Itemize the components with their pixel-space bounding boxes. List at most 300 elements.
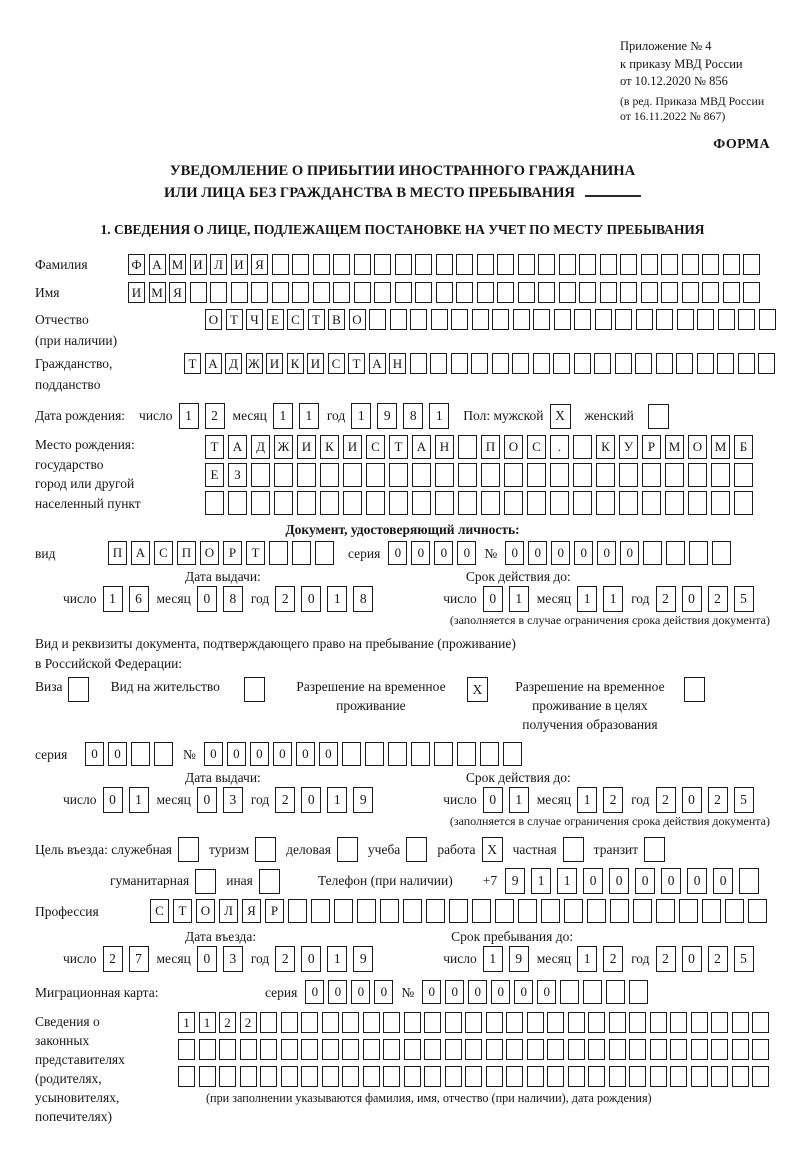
char-cell[interactable] bbox=[636, 309, 653, 330]
char-cell[interactable]: М bbox=[169, 254, 186, 275]
char-cell[interactable] bbox=[424, 1039, 441, 1060]
char-cell[interactable]: О bbox=[196, 899, 215, 923]
char-cell[interactable] bbox=[527, 1012, 544, 1033]
char-cell[interactable]: 0 bbox=[514, 980, 533, 1004]
char-cell[interactable] bbox=[260, 1012, 277, 1033]
char-cell[interactable] bbox=[541, 899, 560, 923]
char-cell[interactable]: 0 bbox=[483, 787, 503, 813]
char-cell[interactable]: 0 bbox=[635, 868, 655, 894]
char-cell[interactable] bbox=[643, 541, 662, 565]
char-cell[interactable] bbox=[682, 282, 699, 303]
char-cell[interactable]: 5 bbox=[734, 946, 754, 972]
char-cell[interactable] bbox=[445, 1066, 462, 1087]
char-cell[interactable] bbox=[723, 254, 740, 275]
char-cell[interactable]: 2 bbox=[603, 946, 623, 972]
char-cell[interactable] bbox=[600, 254, 617, 275]
purpose-humanitarian-checkbox[interactable] bbox=[195, 869, 216, 894]
char-cell[interactable]: 0 bbox=[250, 742, 269, 766]
char-cell[interactable] bbox=[732, 1039, 749, 1060]
char-cell[interactable] bbox=[688, 463, 707, 487]
char-cell[interactable] bbox=[492, 353, 509, 374]
char-cell[interactable] bbox=[342, 1012, 359, 1033]
char-cell[interactable] bbox=[412, 463, 431, 487]
char-cell[interactable]: П bbox=[177, 541, 196, 565]
char-cell[interactable] bbox=[436, 282, 453, 303]
char-cell[interactable] bbox=[594, 353, 611, 374]
char-cell[interactable]: 5 bbox=[734, 787, 754, 813]
char-cell[interactable] bbox=[260, 1039, 277, 1060]
char-cell[interactable]: 0 bbox=[374, 980, 393, 1004]
char-cell[interactable]: 0 bbox=[551, 541, 570, 565]
char-cell[interactable]: 0 bbox=[328, 980, 347, 1004]
char-cell[interactable] bbox=[292, 282, 309, 303]
char-cell[interactable] bbox=[656, 899, 675, 923]
char-cell[interactable]: Т bbox=[184, 353, 201, 374]
char-cell[interactable] bbox=[547, 1066, 564, 1087]
char-cell[interactable] bbox=[288, 899, 307, 923]
char-cell[interactable]: 0 bbox=[197, 946, 217, 972]
char-cell[interactable]: 8 bbox=[223, 586, 243, 612]
char-cell[interactable] bbox=[752, 1066, 769, 1087]
char-cell[interactable] bbox=[665, 491, 684, 515]
char-cell[interactable] bbox=[322, 1012, 339, 1033]
char-cell[interactable]: И bbox=[297, 435, 316, 459]
char-cell[interactable]: 2 bbox=[603, 787, 623, 813]
char-cell[interactable] bbox=[435, 491, 454, 515]
char-cell[interactable] bbox=[559, 282, 576, 303]
char-cell[interactable]: И bbox=[266, 353, 283, 374]
char-cell[interactable] bbox=[445, 1012, 462, 1033]
char-cell[interactable] bbox=[434, 742, 453, 766]
char-cell[interactable]: 8 bbox=[353, 586, 373, 612]
char-cell[interactable] bbox=[472, 899, 491, 923]
char-cell[interactable] bbox=[486, 1012, 503, 1033]
char-cell[interactable]: А bbox=[228, 435, 247, 459]
char-cell[interactable] bbox=[677, 309, 694, 330]
char-cell[interactable] bbox=[424, 1012, 441, 1033]
char-cell[interactable] bbox=[436, 254, 453, 275]
char-cell[interactable] bbox=[272, 282, 289, 303]
char-cell[interactable] bbox=[506, 1066, 523, 1087]
char-cell[interactable] bbox=[415, 282, 432, 303]
char-cell[interactable] bbox=[702, 899, 721, 923]
char-cell[interactable] bbox=[560, 980, 579, 1004]
char-cell[interactable]: 0 bbox=[411, 541, 430, 565]
char-cell[interactable] bbox=[410, 309, 427, 330]
char-cell[interactable] bbox=[477, 282, 494, 303]
char-cell[interactable]: Н bbox=[435, 435, 454, 459]
char-cell[interactable] bbox=[281, 1012, 298, 1033]
char-cell[interactable]: О bbox=[200, 541, 219, 565]
char-cell[interactable] bbox=[676, 353, 693, 374]
char-cell[interactable]: 0 bbox=[103, 787, 123, 813]
char-cell[interactable] bbox=[311, 899, 330, 923]
char-cell[interactable] bbox=[486, 1039, 503, 1060]
char-cell[interactable] bbox=[587, 899, 606, 923]
char-cell[interactable]: 1 bbox=[603, 586, 623, 612]
char-cell[interactable] bbox=[411, 742, 430, 766]
char-cell[interactable] bbox=[691, 1012, 708, 1033]
char-cell[interactable]: Я bbox=[251, 254, 268, 275]
char-cell[interactable] bbox=[292, 254, 309, 275]
purpose-tourism-checkbox[interactable] bbox=[255, 837, 276, 862]
char-cell[interactable]: 0 bbox=[204, 742, 223, 766]
char-cell[interactable] bbox=[656, 353, 673, 374]
char-cell[interactable]: 0 bbox=[301, 586, 321, 612]
char-cell[interactable]: 0 bbox=[422, 980, 441, 1004]
char-cell[interactable] bbox=[410, 353, 427, 374]
char-cell[interactable] bbox=[503, 742, 522, 766]
char-cell[interactable] bbox=[739, 868, 759, 894]
char-cell[interactable]: И bbox=[190, 254, 207, 275]
char-cell[interactable]: Ж bbox=[246, 353, 263, 374]
char-cell[interactable] bbox=[301, 1012, 318, 1033]
char-cell[interactable]: 1 bbox=[351, 403, 371, 429]
char-cell[interactable]: Т bbox=[226, 309, 243, 330]
char-cell[interactable] bbox=[363, 1066, 380, 1087]
char-cell[interactable]: Я bbox=[242, 899, 261, 923]
char-cell[interactable] bbox=[734, 491, 753, 515]
char-cell[interactable]: Т bbox=[173, 899, 192, 923]
char-cell[interactable]: 0 bbox=[197, 586, 217, 612]
option-temp-residence-education-checkbox[interactable] bbox=[684, 677, 705, 702]
char-cell[interactable] bbox=[301, 1039, 318, 1060]
char-cell[interactable] bbox=[412, 491, 431, 515]
purpose-transit-checkbox[interactable] bbox=[644, 837, 665, 862]
char-cell[interactable]: 1 bbox=[129, 787, 149, 813]
char-cell[interactable] bbox=[458, 463, 477, 487]
char-cell[interactable]: 0 bbox=[687, 868, 707, 894]
char-cell[interactable] bbox=[547, 1012, 564, 1033]
char-cell[interactable] bbox=[366, 463, 385, 487]
char-cell[interactable] bbox=[670, 1012, 687, 1033]
char-cell[interactable] bbox=[527, 491, 546, 515]
char-cell[interactable] bbox=[363, 1012, 380, 1033]
char-cell[interactable] bbox=[609, 1066, 626, 1087]
char-cell[interactable]: 9 bbox=[509, 946, 529, 972]
char-cell[interactable] bbox=[435, 463, 454, 487]
char-cell[interactable] bbox=[458, 435, 477, 459]
char-cell[interactable]: 0 bbox=[108, 742, 127, 766]
char-cell[interactable]: 2 bbox=[275, 946, 295, 972]
char-cell[interactable] bbox=[395, 254, 412, 275]
char-cell[interactable] bbox=[752, 1012, 769, 1033]
char-cell[interactable] bbox=[564, 899, 583, 923]
char-cell[interactable]: Т bbox=[246, 541, 265, 565]
char-cell[interactable] bbox=[456, 254, 473, 275]
char-cell[interactable] bbox=[492, 309, 509, 330]
purpose-private-checkbox[interactable] bbox=[563, 837, 584, 862]
char-cell[interactable] bbox=[131, 742, 150, 766]
char-cell[interactable]: 9 bbox=[505, 868, 525, 894]
char-cell[interactable] bbox=[506, 1039, 523, 1060]
char-cell[interactable]: О bbox=[349, 309, 366, 330]
char-cell[interactable]: 5 bbox=[734, 586, 754, 612]
char-cell[interactable] bbox=[395, 282, 412, 303]
char-cell[interactable] bbox=[718, 309, 735, 330]
char-cell[interactable]: З bbox=[228, 463, 247, 487]
char-cell[interactable] bbox=[465, 1039, 482, 1060]
char-cell[interactable] bbox=[380, 899, 399, 923]
purpose-study-checkbox[interactable] bbox=[406, 837, 427, 862]
char-cell[interactable]: 1 bbox=[577, 787, 597, 813]
char-cell[interactable]: 6 bbox=[129, 586, 149, 612]
char-cell[interactable] bbox=[579, 254, 596, 275]
char-cell[interactable] bbox=[712, 541, 731, 565]
char-cell[interactable] bbox=[477, 254, 494, 275]
char-cell[interactable] bbox=[404, 1066, 421, 1087]
char-cell[interactable]: И bbox=[231, 254, 248, 275]
char-cell[interactable] bbox=[738, 309, 755, 330]
char-cell[interactable] bbox=[717, 353, 734, 374]
char-cell[interactable] bbox=[595, 309, 612, 330]
char-cell[interactable] bbox=[512, 353, 529, 374]
char-cell[interactable] bbox=[458, 491, 477, 515]
purpose-business-checkbox[interactable] bbox=[337, 837, 358, 862]
char-cell[interactable]: 0 bbox=[319, 742, 338, 766]
char-cell[interactable] bbox=[449, 899, 468, 923]
char-cell[interactable]: 2 bbox=[240, 1012, 257, 1033]
char-cell[interactable] bbox=[568, 1039, 585, 1060]
char-cell[interactable] bbox=[679, 899, 698, 923]
char-cell[interactable] bbox=[404, 1039, 421, 1060]
char-cell[interactable] bbox=[629, 1012, 646, 1033]
char-cell[interactable] bbox=[579, 282, 596, 303]
char-cell[interactable]: Ч bbox=[246, 309, 263, 330]
char-cell[interactable]: Р bbox=[642, 435, 661, 459]
char-cell[interactable] bbox=[711, 1066, 728, 1087]
char-cell[interactable] bbox=[635, 353, 652, 374]
char-cell[interactable] bbox=[472, 309, 489, 330]
char-cell[interactable] bbox=[538, 254, 555, 275]
char-cell[interactable] bbox=[610, 899, 629, 923]
char-cell[interactable] bbox=[486, 1066, 503, 1087]
char-cell[interactable]: 0 bbox=[661, 868, 681, 894]
char-cell[interactable] bbox=[588, 1066, 605, 1087]
char-cell[interactable]: И bbox=[128, 282, 145, 303]
char-cell[interactable]: 0 bbox=[351, 980, 370, 1004]
char-cell[interactable] bbox=[711, 463, 730, 487]
char-cell[interactable] bbox=[600, 282, 617, 303]
char-cell[interactable] bbox=[734, 463, 753, 487]
char-cell[interactable] bbox=[343, 491, 362, 515]
char-cell[interactable] bbox=[574, 353, 591, 374]
char-cell[interactable] bbox=[568, 1066, 585, 1087]
char-cell[interactable] bbox=[366, 491, 385, 515]
char-cell[interactable] bbox=[748, 899, 767, 923]
char-cell[interactable]: 1 bbox=[273, 403, 293, 429]
char-cell[interactable]: Т bbox=[205, 435, 224, 459]
char-cell[interactable] bbox=[588, 1012, 605, 1033]
char-cell[interactable]: 1 bbox=[577, 946, 597, 972]
char-cell[interactable] bbox=[583, 980, 602, 1004]
char-cell[interactable] bbox=[568, 1012, 585, 1033]
char-cell[interactable]: 1 bbox=[103, 586, 123, 612]
char-cell[interactable] bbox=[357, 899, 376, 923]
char-cell[interactable]: 0 bbox=[305, 980, 324, 1004]
char-cell[interactable]: К bbox=[320, 435, 339, 459]
char-cell[interactable]: 0 bbox=[85, 742, 104, 766]
char-cell[interactable] bbox=[758, 353, 775, 374]
char-cell[interactable] bbox=[533, 353, 550, 374]
char-cell[interactable]: С bbox=[527, 435, 546, 459]
char-cell[interactable] bbox=[725, 899, 744, 923]
char-cell[interactable]: 0 bbox=[227, 742, 246, 766]
char-cell[interactable]: 2 bbox=[656, 586, 676, 612]
char-cell[interactable] bbox=[403, 899, 422, 923]
char-cell[interactable]: А bbox=[149, 254, 166, 275]
char-cell[interactable]: Ж bbox=[274, 435, 293, 459]
char-cell[interactable] bbox=[190, 282, 207, 303]
char-cell[interactable]: 9 bbox=[353, 946, 373, 972]
char-cell[interactable] bbox=[445, 1039, 462, 1060]
char-cell[interactable] bbox=[240, 1066, 257, 1087]
char-cell[interactable] bbox=[457, 742, 476, 766]
char-cell[interactable]: С bbox=[366, 435, 385, 459]
char-cell[interactable]: Р bbox=[265, 899, 284, 923]
char-cell[interactable]: 0 bbox=[197, 787, 217, 813]
char-cell[interactable] bbox=[210, 282, 227, 303]
char-cell[interactable] bbox=[415, 254, 432, 275]
char-cell[interactable] bbox=[504, 463, 523, 487]
char-cell[interactable] bbox=[251, 282, 268, 303]
char-cell[interactable] bbox=[154, 742, 173, 766]
char-cell[interactable] bbox=[251, 463, 270, 487]
char-cell[interactable]: Л bbox=[219, 899, 238, 923]
char-cell[interactable] bbox=[274, 463, 293, 487]
char-cell[interactable] bbox=[313, 254, 330, 275]
char-cell[interactable]: Е bbox=[205, 463, 224, 487]
char-cell[interactable] bbox=[738, 353, 755, 374]
char-cell[interactable] bbox=[297, 491, 316, 515]
char-cell[interactable] bbox=[518, 282, 535, 303]
char-cell[interactable]: 0 bbox=[505, 541, 524, 565]
char-cell[interactable]: М bbox=[149, 282, 166, 303]
char-cell[interactable]: 1 bbox=[179, 403, 199, 429]
char-cell[interactable] bbox=[620, 282, 637, 303]
char-cell[interactable] bbox=[691, 1066, 708, 1087]
char-cell[interactable] bbox=[689, 541, 708, 565]
char-cell[interactable] bbox=[633, 899, 652, 923]
char-cell[interactable] bbox=[333, 282, 350, 303]
char-cell[interactable] bbox=[342, 1066, 359, 1087]
char-cell[interactable]: 0 bbox=[537, 980, 556, 1004]
char-cell[interactable] bbox=[711, 1012, 728, 1033]
char-cell[interactable]: Д bbox=[225, 353, 242, 374]
char-cell[interactable] bbox=[650, 1039, 667, 1060]
char-cell[interactable]: Т bbox=[348, 353, 365, 374]
char-cell[interactable]: 1 bbox=[429, 403, 449, 429]
char-cell[interactable] bbox=[481, 463, 500, 487]
char-cell[interactable] bbox=[481, 491, 500, 515]
char-cell[interactable]: 0 bbox=[301, 946, 321, 972]
char-cell[interactable] bbox=[269, 541, 288, 565]
char-cell[interactable]: 0 bbox=[483, 586, 503, 612]
char-cell[interactable] bbox=[527, 1039, 544, 1060]
char-cell[interactable] bbox=[554, 309, 571, 330]
char-cell[interactable] bbox=[240, 1039, 257, 1060]
char-cell[interactable] bbox=[333, 254, 350, 275]
char-cell[interactable] bbox=[547, 1039, 564, 1060]
char-cell[interactable] bbox=[527, 463, 546, 487]
char-cell[interactable]: 9 bbox=[353, 787, 373, 813]
char-cell[interactable] bbox=[665, 463, 684, 487]
char-cell[interactable] bbox=[322, 1066, 339, 1087]
char-cell[interactable]: 3 bbox=[223, 946, 243, 972]
char-cell[interactable] bbox=[513, 309, 530, 330]
char-cell[interactable]: 2 bbox=[708, 586, 728, 612]
char-cell[interactable]: 2 bbox=[656, 787, 676, 813]
char-cell[interactable] bbox=[573, 463, 592, 487]
char-cell[interactable] bbox=[615, 353, 632, 374]
char-cell[interactable] bbox=[553, 353, 570, 374]
char-cell[interactable] bbox=[281, 1066, 298, 1087]
char-cell[interactable]: 3 bbox=[223, 787, 243, 813]
char-cell[interactable] bbox=[533, 309, 550, 330]
char-cell[interactable]: 1 bbox=[509, 586, 529, 612]
char-cell[interactable] bbox=[322, 1039, 339, 1060]
char-cell[interactable] bbox=[702, 254, 719, 275]
char-cell[interactable]: Н bbox=[389, 353, 406, 374]
char-cell[interactable]: 8 bbox=[403, 403, 423, 429]
char-cell[interactable] bbox=[374, 282, 391, 303]
char-cell[interactable]: О bbox=[688, 435, 707, 459]
char-cell[interactable]: 2 bbox=[708, 787, 728, 813]
char-cell[interactable] bbox=[354, 254, 371, 275]
char-cell[interactable]: 0 bbox=[528, 541, 547, 565]
char-cell[interactable] bbox=[661, 254, 678, 275]
char-cell[interactable] bbox=[320, 463, 339, 487]
char-cell[interactable]: 0 bbox=[574, 541, 593, 565]
char-cell[interactable] bbox=[559, 254, 576, 275]
char-cell[interactable] bbox=[426, 899, 445, 923]
char-cell[interactable]: 1 bbox=[531, 868, 551, 894]
char-cell[interactable] bbox=[343, 463, 362, 487]
char-cell[interactable] bbox=[752, 1039, 769, 1060]
char-cell[interactable] bbox=[711, 1039, 728, 1060]
char-cell[interactable] bbox=[642, 491, 661, 515]
char-cell[interactable] bbox=[480, 742, 499, 766]
char-cell[interactable]: А bbox=[412, 435, 431, 459]
char-cell[interactable]: 1 bbox=[327, 586, 347, 612]
char-cell[interactable] bbox=[506, 1012, 523, 1033]
char-cell[interactable] bbox=[642, 463, 661, 487]
char-cell[interactable]: 1 bbox=[178, 1012, 195, 1033]
char-cell[interactable]: 0 bbox=[682, 586, 702, 612]
char-cell[interactable]: С bbox=[287, 309, 304, 330]
char-cell[interactable]: . bbox=[550, 435, 569, 459]
char-cell[interactable] bbox=[272, 254, 289, 275]
char-cell[interactable] bbox=[661, 282, 678, 303]
sex-female-checkbox[interactable] bbox=[648, 404, 669, 429]
char-cell[interactable] bbox=[465, 1066, 482, 1087]
char-cell[interactable]: Л bbox=[210, 254, 227, 275]
char-cell[interactable] bbox=[550, 491, 569, 515]
char-cell[interactable]: А bbox=[369, 353, 386, 374]
char-cell[interactable]: 1 bbox=[327, 946, 347, 972]
char-cell[interactable]: С bbox=[154, 541, 173, 565]
char-cell[interactable]: Т bbox=[308, 309, 325, 330]
char-cell[interactable]: 0 bbox=[468, 980, 487, 1004]
char-cell[interactable]: М bbox=[665, 435, 684, 459]
char-cell[interactable] bbox=[374, 254, 391, 275]
char-cell[interactable] bbox=[383, 1066, 400, 1087]
char-cell[interactable] bbox=[281, 1039, 298, 1060]
char-cell[interactable]: О bbox=[504, 435, 523, 459]
purpose-official-checkbox[interactable] bbox=[178, 837, 199, 862]
char-cell[interactable] bbox=[650, 1066, 667, 1087]
char-cell[interactable] bbox=[550, 463, 569, 487]
